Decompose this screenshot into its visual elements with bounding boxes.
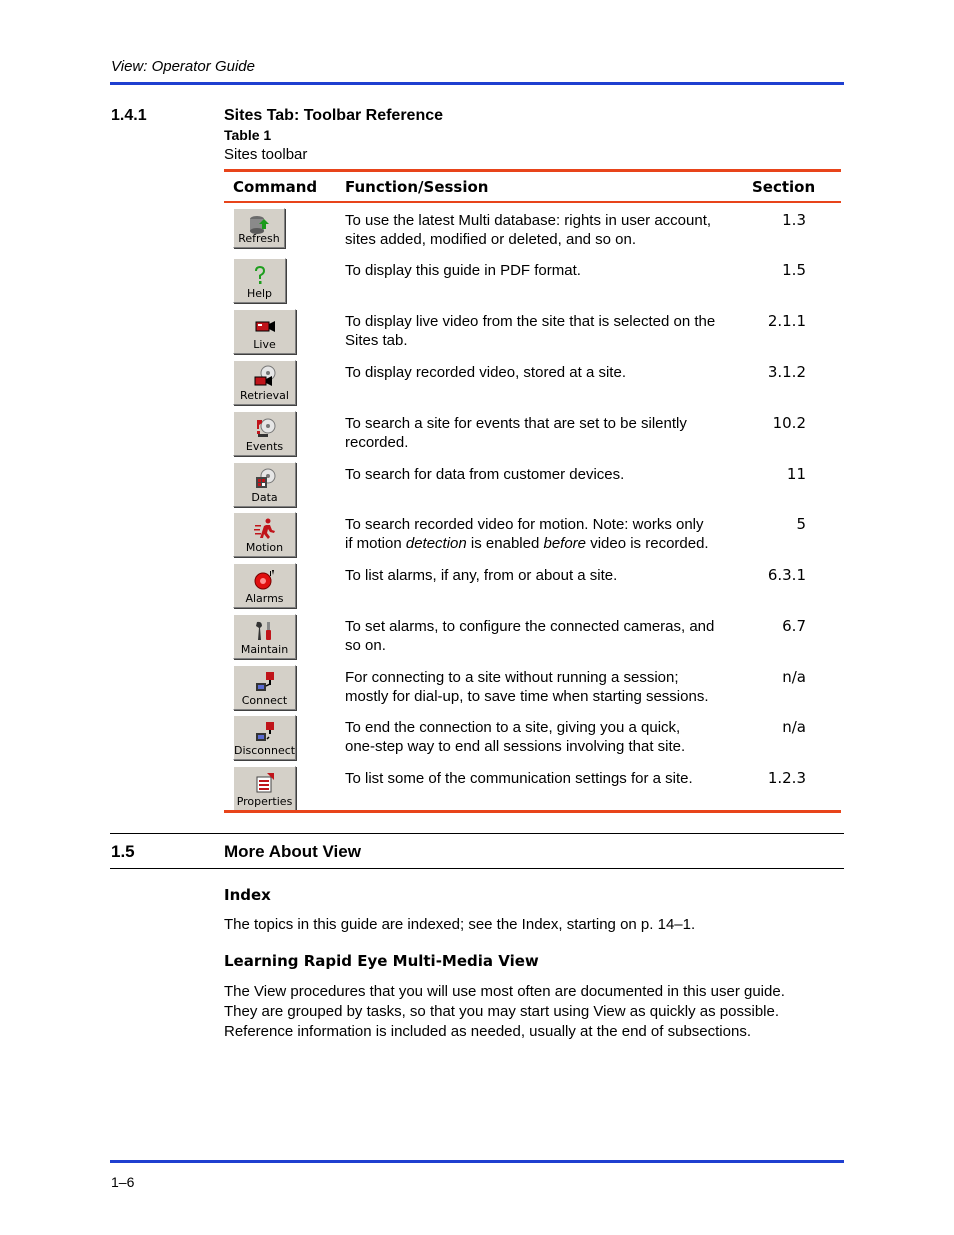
function-description [345,566,740,585]
toolbar-button-label: Disconnect [234,744,296,757]
section-title: Sites Tab: Toolbar Reference [224,107,444,124]
table-row [224,306,841,357]
description-line: To display recorded video, stored at a site. [345,364,626,381]
function-description [345,718,740,756]
description-line: To search for data from customer devices. [345,466,625,483]
help-icon [234,263,285,287]
retrieval-icon [234,365,295,389]
function-description [345,515,740,553]
description-line: To list some of the communication settings for a site. [345,770,693,787]
section-reference: 6.3.1 [767,566,806,584]
description-line: so on. [345,637,386,654]
properties-icon [234,771,295,795]
table-row [224,509,841,560]
description-text: video is recorded. [586,535,709,552]
function-description [345,668,740,706]
emphasis-text: detection [405,535,467,552]
function-description [345,465,740,484]
description-line: To end the connection to a site, giving you a quick, [345,719,681,736]
function-description [345,769,740,788]
toolbar-button-refresh[interactable] [233,208,285,248]
toolbar-button-live[interactable] [233,309,296,354]
table-caption-label: Table 1 [224,127,272,143]
learning-paragraph [224,982,834,1042]
description-line [345,534,740,553]
column-header-command: Command [233,178,318,196]
section-title: More About View [224,842,361,861]
section-reference: 10.2 [772,414,806,432]
function-description [345,261,740,280]
description-line: mostly for dial-up, to save time when starting sessions. [345,688,709,705]
description-text: is enabled [466,535,544,552]
function-description [345,617,740,655]
section-reference: 1.3 [782,211,806,229]
description-line: To display live video from the site that is selected on the [345,313,716,330]
index-paragraph: The topics in this guide are indexed; see the Index, starting on p. 14–1. [224,916,696,933]
table-row [224,560,841,611]
description-line: To search recorded video for motion. Note: works only [345,516,704,533]
header-rule [110,82,844,85]
description-line: Sites tab. [345,332,408,349]
toolbar-button-maintain[interactable] [233,614,296,659]
table-top-rule [224,169,841,172]
description-line: To use the latest Multi database: rights in user account, [345,212,712,229]
toolbar-button-label: Alarms [245,592,284,605]
function-description [345,312,740,350]
running-header: View: Operator Guide [111,58,255,75]
description-line: To search a site for events that are set to be silently [345,415,687,432]
toolbar-button-label: Properties [236,795,293,808]
toolbar-button-label: Maintain [240,643,289,656]
toolbar-button-label: Connect [241,694,288,707]
function-description [345,211,740,249]
paragraph-line: Reference information is included as needed, usually at the end of subsections. [224,1023,751,1040]
paragraph-line: The View procedures that you will use most often are documented in this user guide. [224,983,785,1000]
toolbar-button-label: Events [245,440,284,453]
toolbar-button-alarms[interactable] [233,563,296,608]
alarm-icon [234,568,295,592]
table-row [224,662,841,713]
toolbar-button-properties[interactable] [233,766,296,811]
toolbar-button-label: Live [253,338,276,351]
toolbar-button-label: Data [251,491,278,504]
column-header-function: Function/Session [345,178,489,196]
learning-heading: Learning Rapid Eye Multi-Media View [224,952,539,970]
description-line: For connecting to a site without running a session; [345,669,679,686]
connect-icon [234,670,295,694]
table-row [224,205,841,256]
table-bottom-rule [224,810,841,813]
toolbar-button-label: Retrieval [240,389,289,402]
toolbar-button-help[interactable] [233,258,286,303]
events-icon [234,416,295,440]
section-reference: n/a [782,668,806,686]
description-line: sites added, modified or deleted, and so on. [345,231,637,248]
section-reference: 1.5 [782,261,806,279]
table-row [224,357,841,408]
section-reference: 2.1.1 [767,312,806,330]
toolbar-button-label: Refresh [238,232,280,245]
toolbar-button-events[interactable] [233,411,296,456]
header-rule-table [224,201,841,203]
table-row [224,611,841,662]
description-line: one-step way to end all sessions involving that site. [345,738,686,755]
section-rule-bottom [110,868,844,869]
toolbar-button-data[interactable] [233,462,296,507]
section-number: 1.5 [111,842,135,861]
section-number: 1.4.1 [111,107,147,124]
function-description [345,414,740,452]
camera-icon [234,314,295,338]
emphasis-text: before [543,535,587,552]
motion-icon [234,517,295,541]
section-reference: 5 [796,515,806,533]
tools-icon [234,619,295,643]
toolbar-button-retrieval[interactable] [233,360,296,405]
section-reference: 11 [786,465,806,483]
toolbar-button-label: Motion [245,541,284,554]
footer-rule [110,1160,844,1163]
table-row [224,255,841,306]
toolbar-button-motion[interactable] [233,512,296,557]
index-heading: Index [224,886,271,904]
section-reference: n/a [782,718,806,736]
paragraph-line: They are grouped by tasks, so that you may start using View as quickly as possible. [224,1003,779,1020]
page-number: 1–6 [111,1174,135,1190]
description-line: recorded. [345,434,409,451]
data-icon [234,467,295,491]
column-header-section: Section [752,178,816,196]
table-row [224,763,841,814]
disconnect-icon [234,720,295,744]
description-line: To set alarms, to configure the connected cameras, and [345,618,715,635]
toolbar-button-label: Help [246,287,273,300]
description-line: To list alarms, if any, from or about a site. [345,567,618,584]
function-description [345,363,740,382]
table-row [224,408,841,459]
table-caption-text: Sites toolbar [224,146,308,163]
toolbar-button-disconnect[interactable] [233,715,296,760]
description-line: To display this guide in PDF format. [345,262,581,279]
table-row [224,459,841,510]
section-reference: 1.2.3 [767,769,806,787]
description-text: if motion [345,535,406,552]
section-reference: 3.1.2 [767,363,806,381]
section-reference: 6.7 [782,617,806,635]
toolbar-button-connect[interactable] [233,665,296,710]
table-row [224,712,841,763]
section-rule-top [110,833,844,834]
